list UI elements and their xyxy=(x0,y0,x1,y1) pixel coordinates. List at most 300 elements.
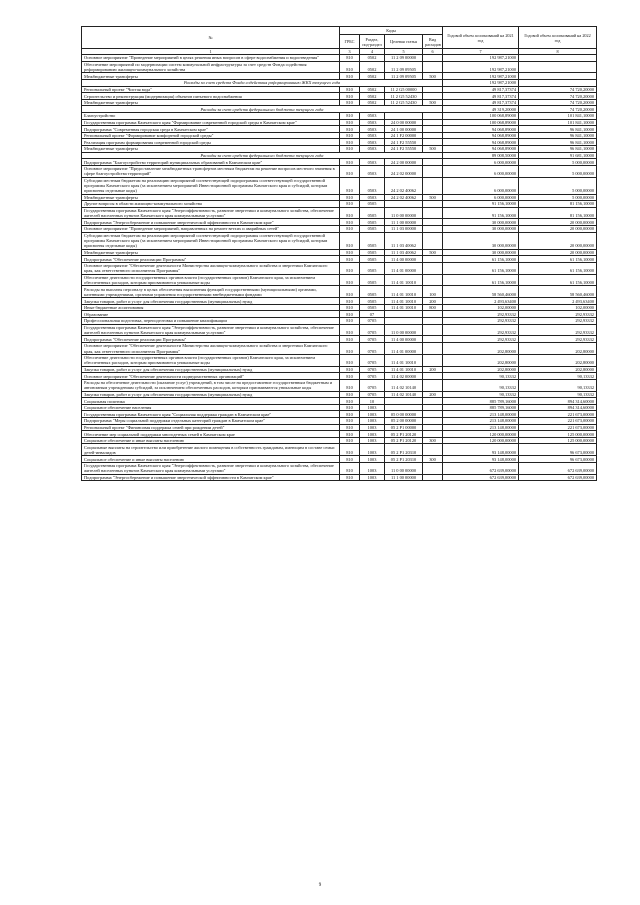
row-name: Государственная программа Камчатского края "Формирование современной городской среды в Камчатском крае" xyxy=(82,119,340,126)
row-name: Обеспечение мер социальной поддержки многодетных семей в Камчатском крае xyxy=(82,431,340,438)
row-target-article: 24 2 02 40062 xyxy=(385,177,423,194)
table-row xyxy=(82,318,597,325)
row-grbs: 810 xyxy=(340,298,360,305)
row-name: Региональный проект "Чистая вода" xyxy=(82,86,340,93)
table-row xyxy=(82,201,597,208)
row-razdel: 0503 xyxy=(360,132,385,139)
row-name: Социальное обеспечение и иные выплаты населению xyxy=(82,437,340,444)
row-target-article: 11 2 09 09505 xyxy=(385,61,423,73)
row-target-article: 11 0 00 00000 xyxy=(385,207,423,219)
row-grbs: 810 xyxy=(340,99,360,106)
row-razdel: 0705 xyxy=(360,336,385,343)
row-grbs: 810 xyxy=(340,126,360,133)
row-grbs: 810 xyxy=(340,112,360,119)
row-name: Основное мероприятие "Обеспечение деятельности Министерства жилищно-коммунального хозяйства и энергетики Камчатского края, как ответственного исполнителя Программы" xyxy=(82,343,340,355)
row-razdel: 1003 xyxy=(360,437,385,444)
row-target-article xyxy=(385,318,423,325)
row-expense-type xyxy=(423,232,443,249)
row-grbs: 810 xyxy=(340,366,360,373)
row-amount-2022: 74 720,20000 xyxy=(519,99,597,106)
row-amount-2022: 20 000,00000 xyxy=(519,219,597,226)
row-expense-type xyxy=(423,55,443,62)
row-name: Закупка товаров, работ и услуг для обеспечения государственных (муниципальных) нужд xyxy=(82,298,340,305)
row-target-article: 11 4 01 10010 xyxy=(385,286,423,298)
row-target-article: 11 2 G5 52430 xyxy=(385,99,423,106)
row-amount-2021: 202,80000 xyxy=(443,354,519,366)
table-row xyxy=(82,126,597,133)
table-row xyxy=(82,194,597,201)
row-target-article: 11 4 01 00000 xyxy=(385,262,423,274)
row-razdel: 0705 xyxy=(360,379,385,391)
row-razdel: 0505 xyxy=(360,274,385,286)
row-grbs: 810 xyxy=(340,311,360,318)
row-expense-type xyxy=(423,474,443,481)
row-expense-type xyxy=(423,404,443,411)
row-amount-2022: 58 560,46000 xyxy=(519,286,597,298)
table-row xyxy=(82,373,597,380)
row-grbs: 810 xyxy=(340,159,360,166)
row-grbs: 810 xyxy=(340,379,360,391)
row-amount-2021: 90,13332 xyxy=(443,373,519,380)
row-amount-2021: 93 148,00000 xyxy=(443,444,519,456)
row-amount-2022: 96 673,00000 xyxy=(519,456,597,463)
row-expense-type xyxy=(423,126,443,133)
row-name: Подпрограмма "Энергосбережение и повышение энергетической эффективности в Камчатском крае" xyxy=(82,474,340,481)
row-target-article: 05 2 P1 20310 xyxy=(385,456,423,463)
row-amount-2022: 202,80000 xyxy=(519,366,597,373)
row-amount-2021: 94 068,89000 xyxy=(443,126,519,133)
row-expense-type: 500 xyxy=(423,73,443,80)
table-note-row xyxy=(82,79,597,86)
table-note-row xyxy=(82,106,597,113)
row-expense-type xyxy=(423,462,443,474)
row-grbs: 810 xyxy=(340,398,360,405)
table-row xyxy=(82,226,597,233)
row-target-article: 11 0 00 00000 xyxy=(385,462,423,474)
row-target-article: 11 4 01 10010 xyxy=(385,304,423,311)
row-target-article: 11 1 00 00000 xyxy=(385,219,423,226)
row-grbs: 810 xyxy=(340,165,360,177)
row-razdel: 0502 xyxy=(360,73,385,80)
row-amount-2021: 885 789,16000 xyxy=(443,398,519,405)
table-row xyxy=(82,456,597,463)
table-note-row xyxy=(82,152,597,159)
row-amount-2022: 894 314,60000 xyxy=(519,404,597,411)
row-target-article: 24 2 02 40062 xyxy=(385,194,423,201)
row-name: Государственная программа Камчатского края "Энергоэффективность, развитие энергетики и коммунального хозяйства, обеспечение жителей населенных пунктов Камчатского края коммунальными услугами" xyxy=(82,324,340,336)
table-row xyxy=(82,165,597,177)
row-target-article: 11 1 00 00000 xyxy=(385,474,423,481)
row-expense-type: 500 xyxy=(423,194,443,201)
row-razdel: 0505 xyxy=(360,226,385,233)
row-amount-2021: 120 000,00000 xyxy=(443,431,519,438)
row-grbs: 810 xyxy=(340,256,360,263)
table-row xyxy=(82,256,597,263)
row-amount-2022: 81 156,10000 xyxy=(519,207,597,219)
row-razdel: 0503 xyxy=(360,145,385,152)
table-row xyxy=(82,262,597,274)
row-grbs: 810 xyxy=(340,93,360,100)
row-grbs: 810 xyxy=(340,431,360,438)
row-razdel: 0505 xyxy=(360,256,385,263)
row-grbs: 810 xyxy=(340,207,360,219)
row-name: Социальное обеспечение населения xyxy=(82,404,340,411)
table-row xyxy=(82,177,597,194)
row-razdel: 0705 xyxy=(360,324,385,336)
table-row xyxy=(82,444,597,456)
row-target-article: 11 0 00 00000 xyxy=(385,324,423,336)
row-name: Образование xyxy=(82,311,340,318)
table-row xyxy=(82,145,597,152)
row-razdel: 0505 xyxy=(360,249,385,256)
row-name: Подпрограмма "Меры социальной поддержки отдельных категорий граждан в Камчатском крае" xyxy=(82,417,340,424)
row-expense-type xyxy=(423,119,443,126)
row-target-article: 24 1 F2 55550 xyxy=(385,145,423,152)
row-grbs: 810 xyxy=(340,343,360,355)
row-target-article xyxy=(385,201,423,208)
row-amount-2022: 20 000,00000 xyxy=(519,249,597,256)
row-expense-type xyxy=(423,274,443,286)
row-expense-type xyxy=(423,165,443,177)
row-grbs: 810 xyxy=(340,201,360,208)
header-year-2021: Годовой объем ассигнований на 2021 год xyxy=(443,27,519,49)
row-target-article xyxy=(385,404,423,411)
row-amount-2021: 192 987,21000 xyxy=(443,73,519,80)
row-expense-type xyxy=(423,324,443,336)
table-row xyxy=(82,249,597,256)
row-amount-2022: 292,93332 xyxy=(519,318,597,325)
table-row xyxy=(82,73,597,80)
row-amount-2021: 49 817,37374 xyxy=(443,99,519,106)
row-target-article: 11 1 03 00000 xyxy=(385,226,423,233)
row-grbs: 810 xyxy=(340,336,360,343)
table-row xyxy=(82,474,597,481)
row-name: Обеспечение деятельности государственных органов власти (государственных органов) Камчатского края, за исключением обеспеченных расходов, которым присваиваются уникальные коды xyxy=(82,274,340,286)
row-expense-type xyxy=(423,417,443,424)
row-name: Подпрограмма "Благоустройство территорий муниципальных образований в Камчатском крае" xyxy=(82,159,340,166)
row-name: Подпрограмма "Энергосбережение и повышение энергетической эффективности в Камчатском крае" xyxy=(82,219,340,226)
table-body xyxy=(82,55,597,481)
row-razdel: 0705 xyxy=(360,366,385,373)
row-razdel: 1003 xyxy=(360,474,385,481)
row-amount-2021: 61 156,10000 xyxy=(443,256,519,263)
row-expense-type xyxy=(423,207,443,219)
header-colnum: 1 xyxy=(82,49,340,55)
row-amount-2021: 90,13332 xyxy=(443,379,519,391)
row-amount-2022: 221 673,00000 xyxy=(519,424,597,431)
header-year-2022: Годовой объем ассигнований на 2022 год xyxy=(519,27,597,49)
row-amount-2021: 49 319,20000 xyxy=(443,106,519,113)
note-text: Расходы за счет средств федерального бюджета текущего года xyxy=(82,152,443,159)
row-grbs: 810 xyxy=(340,177,360,194)
row-amount-2022: 96 673,00000 xyxy=(519,444,597,456)
row-amount-2021: 100 068,89000 xyxy=(443,112,519,119)
row-grbs: 810 xyxy=(340,61,360,73)
row-target-article: 11 4 02 10140 xyxy=(385,379,423,391)
row-amount-2021: 292,93332 xyxy=(443,336,519,343)
row-expense-type xyxy=(423,93,443,100)
row-grbs: 810 xyxy=(340,194,360,201)
table-row xyxy=(82,232,597,249)
table-row xyxy=(82,61,597,73)
row-target-article: 24 1 F2 55550 xyxy=(385,139,423,146)
row-grbs: 810 xyxy=(340,226,360,233)
row-amount-2021: 885 789,16000 xyxy=(443,404,519,411)
row-target-article: 11 2 09 09505 xyxy=(385,73,423,80)
row-name: Закупка товаров, работ и услуг для обеспечения государственных (муниципальных) нужд xyxy=(82,391,340,398)
row-razdel: 0505 xyxy=(360,207,385,219)
row-amount-2022: 20 000,00000 xyxy=(519,226,597,233)
row-razdel: 07 xyxy=(360,311,385,318)
row-amount-2021: 120 000,00000 xyxy=(443,437,519,444)
row-amount-2021: 89 008,50000 xyxy=(443,152,519,159)
row-target-article: 24 0 00 00000 xyxy=(385,119,423,126)
row-name: Обеспечение мероприятий по модернизации систем коммунальной инфраструктуры за счет средств Фонда содействия реформированию жилищно-коммунального хозяйства xyxy=(82,61,340,73)
row-amount-2021: 192 987,21000 xyxy=(443,61,519,73)
row-amount-2021: 61 156,10000 xyxy=(443,262,519,274)
row-target-article: 24 2 02 00000 xyxy=(385,165,423,177)
row-grbs: 810 xyxy=(340,219,360,226)
row-grbs: 810 xyxy=(340,232,360,249)
row-razdel: 0505 xyxy=(360,201,385,208)
row-amount-2022: 91 681,10000 xyxy=(519,152,597,159)
row-expense-type xyxy=(423,411,443,418)
row-grbs: 810 xyxy=(340,424,360,431)
table-row xyxy=(82,336,597,343)
table-row xyxy=(82,139,597,146)
row-razdel: 0705 xyxy=(360,343,385,355)
row-amount-2022: 5 000,00000 xyxy=(519,165,597,177)
row-razdel: 0503 xyxy=(360,126,385,133)
row-razdel: 0503 xyxy=(360,165,385,177)
row-amount-2021: 213 148,00000 xyxy=(443,424,519,431)
row-razdel: 1003 xyxy=(360,444,385,456)
table-row xyxy=(82,86,597,93)
note-text: Расходы за счет средств Фонда содействия реформированию ЖКХ текущего года xyxy=(82,79,443,86)
row-expense-type: 200 xyxy=(423,298,443,305)
row-amount-2021: 30 000,00000 xyxy=(443,219,519,226)
row-target-article: 11 4 02 00000 xyxy=(385,373,423,380)
row-amount-2021: 30 000,00000 xyxy=(443,249,519,256)
row-expense-type: 200 xyxy=(423,391,443,398)
row-amount-2022: 90,13332 xyxy=(519,379,597,391)
row-amount-2022: 74 720,20000 xyxy=(519,106,597,113)
row-expense-type xyxy=(423,219,443,226)
row-name: Региональный проект "Финансовая поддержка семей при рождении детей" xyxy=(82,424,340,431)
row-amount-2021: 192 987,21000 xyxy=(443,55,519,62)
table-row xyxy=(82,398,597,405)
row-expense-type xyxy=(423,226,443,233)
row-razdel: 0502 xyxy=(360,55,385,62)
row-razdel: 0503 xyxy=(360,112,385,119)
row-razdel: 1003 xyxy=(360,462,385,474)
table-row xyxy=(82,298,597,305)
row-expense-type xyxy=(423,444,443,456)
row-expense-type xyxy=(423,311,443,318)
table-row xyxy=(82,93,597,100)
row-expense-type xyxy=(423,354,443,366)
row-amount-2022: 90,13332 xyxy=(519,373,597,380)
table-row xyxy=(82,99,597,106)
row-amount-2021: 49 817,37374 xyxy=(443,93,519,100)
row-amount-2021: 6 000,00000 xyxy=(443,165,519,177)
row-name: Другие вопросы в области жилищно-коммунального хозяйства xyxy=(82,201,340,208)
row-grbs: 810 xyxy=(340,145,360,152)
header-colnum: 5 xyxy=(385,49,423,55)
row-name: Субсидии местным бюджетам на реализацию мероприятий соответствующей подпрограммы соответствующей государственной программы Камчатского края (за исключением мероприятий Инвестиционной программы Камчатского края и субсидий, которым присвоены отдельные коды) xyxy=(82,232,340,249)
row-name: Подпрограмма "Обеспечение реализации Программы" xyxy=(82,336,340,343)
row-razdel: 0705 xyxy=(360,354,385,366)
row-target-article: 11 4 01 10010 xyxy=(385,298,423,305)
table-row xyxy=(82,391,597,398)
row-amount-2021: 61 156,10000 xyxy=(443,274,519,286)
row-amount-2021: 6 000,00000 xyxy=(443,159,519,166)
row-amount-2022: 61 156,10000 xyxy=(519,274,597,286)
row-amount-2022 xyxy=(519,61,597,73)
row-amount-2022: 894 314,60000 xyxy=(519,398,597,405)
row-amount-2022: 101 841,10000 xyxy=(519,112,597,119)
row-razdel: 0502 xyxy=(360,99,385,106)
row-razdel: 1003 xyxy=(360,411,385,418)
row-razdel: 0503 xyxy=(360,159,385,166)
row-amount-2022 xyxy=(519,55,597,62)
row-amount-2022 xyxy=(519,73,597,80)
table-row xyxy=(82,324,597,336)
row-expense-type xyxy=(423,262,443,274)
row-razdel: 0705 xyxy=(360,391,385,398)
row-expense-type xyxy=(423,336,443,343)
row-grbs: 810 xyxy=(340,73,360,80)
row-name: Социальное обеспечение и иные выплаты населению xyxy=(82,456,340,463)
row-name: Субсидии местным бюджетам на реализацию мероприятий соответствующей подпрограммы соответствующей государственной программы Камчатского края (за исключением мероприятий Инвестиционной программы Камчатского края и субсидий, которым присвоены отдельные коды) xyxy=(82,177,340,194)
row-amount-2021: 6 000,00000 xyxy=(443,194,519,201)
row-grbs: 810 xyxy=(340,411,360,418)
row-amount-2021: 672 639,00000 xyxy=(443,462,519,474)
row-name: Благоустройство xyxy=(82,112,340,119)
row-amount-2021: 292,93332 xyxy=(443,324,519,336)
row-amount-2021: 292,93332 xyxy=(443,311,519,318)
row-grbs: 810 xyxy=(340,373,360,380)
row-amount-2022: 96 841,10000 xyxy=(519,139,597,146)
row-target-article: 05 2 00 00000 xyxy=(385,417,423,424)
table-row xyxy=(82,354,597,366)
header-colnum: 4 xyxy=(360,49,385,55)
header-num: № xyxy=(82,27,340,49)
row-amount-2021: 58 560,46000 xyxy=(443,286,519,298)
row-amount-2022: 292,93332 xyxy=(519,336,597,343)
row-grbs: 810 xyxy=(340,86,360,93)
row-amount-2021: 672 639,00000 xyxy=(443,474,519,481)
header-grbs: ГРБС xyxy=(340,35,360,49)
header-colnum: 7 xyxy=(443,49,519,55)
row-name: Иные бюджетные ассигнования xyxy=(82,304,340,311)
row-expense-type: 500 xyxy=(423,145,443,152)
row-razdel: 1003 xyxy=(360,417,385,424)
row-amount-2021: 94 068,89000 xyxy=(443,139,519,146)
row-name: Государственная программа Камчатского края "Социальная поддержка граждан в Камчатском крае" xyxy=(82,411,340,418)
row-grbs: 810 xyxy=(340,262,360,274)
row-expense-type: 300 xyxy=(423,456,443,463)
row-target-article: 05 2 P1 20120 xyxy=(385,437,423,444)
row-grbs: 810 xyxy=(340,318,360,325)
row-amount-2022: 221 673,00000 xyxy=(519,411,597,418)
header-colnum: 8 xyxy=(519,49,597,55)
row-grbs: 810 xyxy=(340,456,360,463)
row-amount-2021: 30 000,00000 xyxy=(443,232,519,249)
row-amount-2021: 213 148,00000 xyxy=(443,411,519,418)
row-target-article: 11 2 G5 52430 xyxy=(385,93,423,100)
row-name: Региональный проект "Формирование комфортной городской среды" xyxy=(82,132,340,139)
table-row xyxy=(82,417,597,424)
row-grbs: 810 xyxy=(340,391,360,398)
row-target-article xyxy=(385,311,423,318)
row-name: Подпрограмма "Обеспечение реализации Программы" xyxy=(82,256,340,263)
row-razdel: 1003 xyxy=(360,456,385,463)
row-target-article: 11 4 00 00000 xyxy=(385,256,423,263)
table-row xyxy=(82,437,597,444)
table-row xyxy=(82,159,597,166)
row-name: Государственная программа Камчатского края "Энергоэффективность, развитие энергетики и коммунального хозяйства, обеспечение жителей населенных пунктов Камчатского края коммунальными услугами" xyxy=(82,207,340,219)
row-amount-2022: 20 000,00000 xyxy=(519,232,597,249)
row-amount-2021: 94 068,89000 xyxy=(443,132,519,139)
row-amount-2021: 102,00000 xyxy=(443,304,519,311)
budget-table xyxy=(81,26,597,481)
row-amount-2022 xyxy=(519,79,597,86)
row-grbs: 810 xyxy=(340,474,360,481)
row-razdel: 0502 xyxy=(360,61,385,73)
row-expense-type xyxy=(423,139,443,146)
table-row xyxy=(82,311,597,318)
row-razdel: 1003 xyxy=(360,404,385,411)
row-name: Подпрограмма "Современная городская среда в Камчатском крае" xyxy=(82,126,340,133)
row-expense-type xyxy=(423,373,443,380)
row-grbs: 810 xyxy=(340,304,360,311)
row-name: Строительство и реконструкция (модернизация) объектов питьевого водоснабжения xyxy=(82,93,340,100)
row-name: Социальные выплаты на строительство или приобретение жилого помещения в собственность гражданам, имеющим в составе семьи детей-инвалидов xyxy=(82,444,340,456)
row-expense-type xyxy=(423,112,443,119)
row-amount-2021: 90,13332 xyxy=(443,391,519,398)
row-name: Обеспечение деятельности государственных органов власти (государственных органов) Камчатского края, за исключением обеспеченных расходов, которым присваиваются уникальные коды xyxy=(82,354,340,366)
row-expense-type xyxy=(423,343,443,355)
row-razdel: 0705 xyxy=(360,373,385,380)
row-name: Основное мероприятие "Предоставление межбюджетных трансфертов местным бюджетам на решение вопросов местного значения в сфере благоустройства территорий" xyxy=(82,165,340,177)
row-amount-2022: 5 000,00000 xyxy=(519,194,597,201)
row-name: Расходы на выплаты персоналу в целях обеспечения выполнения функций государственными (муниципальными) органами, казенными учреждениями, органами управления государственными внебюджетными фондами xyxy=(82,286,340,298)
table-header xyxy=(82,27,597,55)
row-razdel: 0505 xyxy=(360,298,385,305)
row-expense-type xyxy=(423,256,443,263)
row-razdel: 0502 xyxy=(360,93,385,100)
row-razdel: 0503 xyxy=(360,177,385,194)
row-expense-type: 100 xyxy=(423,286,443,298)
header-colnum: 3 xyxy=(340,49,360,55)
row-amount-2022: 81 156,10000 xyxy=(519,201,597,208)
row-grbs: 810 xyxy=(340,132,360,139)
row-name: Расходы на обеспечение деятельности (оказание услуг) учреждений, в том числе на предоставление государственным бюджетным и автономным учреждениям субсидий, за исключением обеспеченных расходов, которым присваиваются уникальные коды xyxy=(82,379,340,391)
row-razdel: 0503 xyxy=(360,139,385,146)
table-row xyxy=(82,207,597,219)
row-amount-2022: 202,80000 xyxy=(519,343,597,355)
row-grbs: 810 xyxy=(340,249,360,256)
row-grbs: 810 xyxy=(340,417,360,424)
row-amount-2022: 202,80000 xyxy=(519,354,597,366)
table-row xyxy=(82,366,597,373)
row-target-article xyxy=(385,112,423,119)
table-row xyxy=(82,424,597,431)
row-grbs: 810 xyxy=(340,444,360,456)
row-amount-2022: 2 493,63400 xyxy=(519,298,597,305)
row-name: Государственная программа Камчатского края "Энергоэффективность, развитие энергетики и коммунального хозяйства, обеспечение жителей населенных пунктов Камчатского края коммунальными услугами" xyxy=(82,462,340,474)
